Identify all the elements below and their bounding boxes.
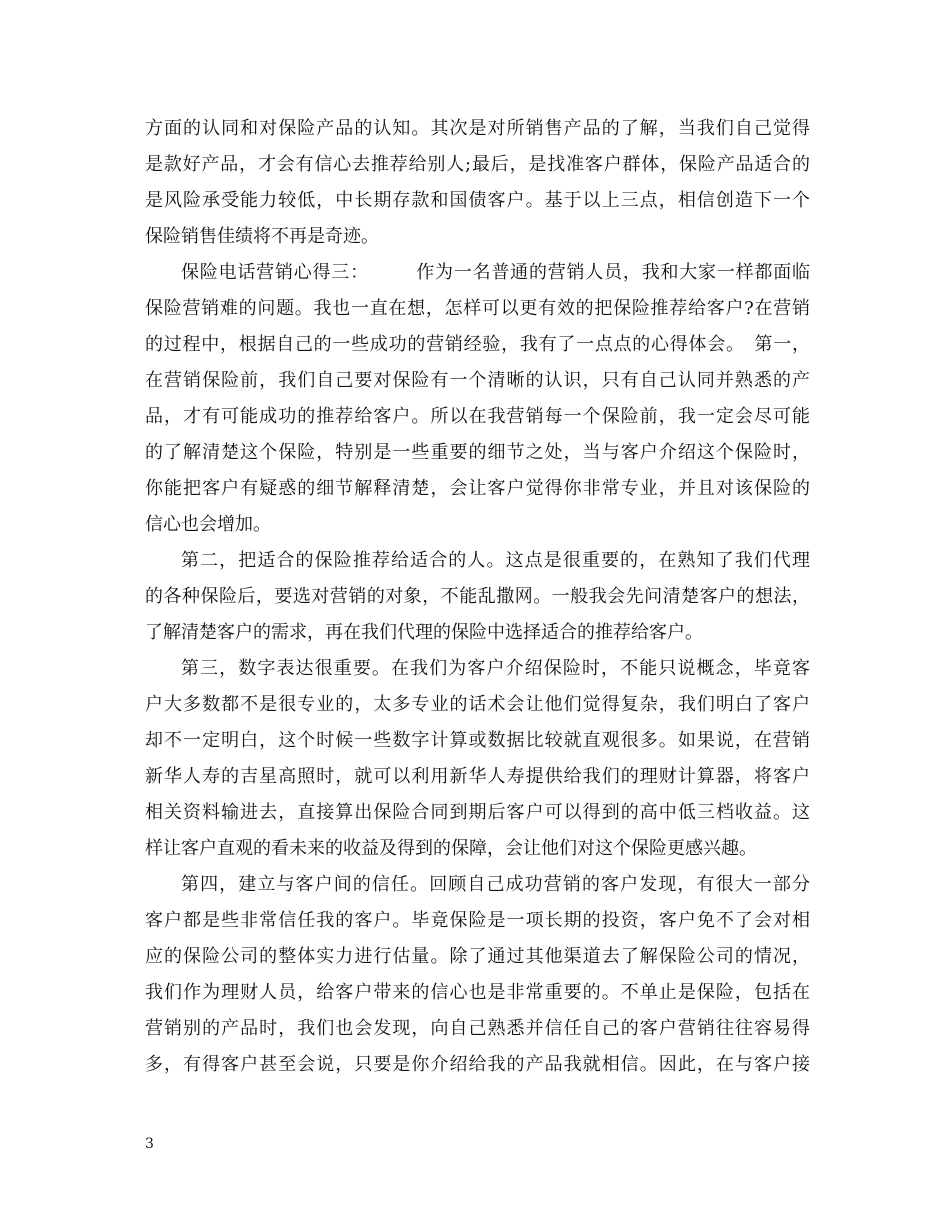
text-line: 了解清楚客户的需求，再在我们代理的保险中选择适合的推荐给客户。 (145, 622, 703, 643)
text-line: 你能把客户有疑惑的细节解释清楚，会让客户觉得你非常专业，并且对该保险的 (145, 478, 810, 499)
text-line: 的了解清楚这个保险，特别是一些重要的细节之处，当与客户介绍这个保险时， (145, 442, 810, 463)
text-line: 客户都是些非常信任我的客户。毕竟保险是一项长期的投资，客户免不了会对相 (145, 910, 810, 931)
text-line: 信心也会增加。 (145, 514, 271, 535)
text-line: 户大多数都不是很专业的，太多专业的话术会让他们觉得复杂，我们明白了客户 (145, 694, 810, 715)
text-line: 应的保险公司的整体实力进行估量。除了通过其他渠道去了解保险公司的情况， (145, 946, 810, 967)
text-line: 是风险承受能力较低，中长期存款和国债客户。基于以上三点，相信创造下一个 (145, 190, 810, 211)
text-line: 的过程中，根据自己的一些成功的营销经验，我有了一点点的心得体会。 第一， (145, 334, 810, 355)
text-line: 我们作为理财人员，给客户带来的信心也是非常重要的。不单止是保险，包括在 (145, 982, 810, 1003)
text-line: 却不一定明白，这个时候一些数字计算或数据比较就直观很多。如果说，在营销 (145, 730, 810, 751)
text-line: 第二，把适合的保险推荐给适合的人。这点是很重要的，在熟知了我们代理 (181, 550, 810, 571)
text-line: 多，有得客户甚至会说，只要是你介绍给我的产品我就相信。因此，在与客户接 (145, 1054, 810, 1075)
text-line: 在营销保险前，我们自己要对保险有一个清晰的认识，只有自己认同并熟悉的产 (145, 370, 810, 391)
text-line: 是款好产品，才会有信心去推荐给别人;最后，是找准客户群体，保险产品适合的 (145, 154, 810, 175)
text-line: 样让客户直观的看未来的收益及得到的保障，会让他们对这个保险更感兴趣。 (145, 838, 757, 859)
text-line: 相关资料输进去，直接算出保险合同到期后客户可以得到的高中低三档收益。这 (145, 802, 810, 823)
page-number: 3 (145, 1136, 154, 1152)
text-line: 新华人寿的吉星高照时，就可以利用新华人寿提供给我们的理财计算器，将客户 (145, 766, 810, 787)
text-line: 第三，数字表达很重要。在我们为客户介绍保险时，不能只说概念，毕竟客 (181, 658, 810, 679)
text-line: 品，才有可能成功的推荐给客户。所以在我营销每一个保险前，我一定会尽可能 (145, 406, 810, 427)
text-line: 保险销售佳绩将不再是奇迹。 (145, 226, 379, 247)
text-line: 的各种保险后，要选对营销的对象，不能乱撒网。一般我会先问清楚客户的想法， (145, 586, 810, 607)
text-line: 方面的认同和对保险产品的认知。其次是对所销售产品的了解，当我们自己觉得 (145, 118, 810, 139)
text-line: 保险电话营销心得三： 作为一名普通的营销人员，我和大家一样都面临 (181, 262, 810, 283)
text-line: 保险营销难的问题。我也一直在想，怎样可以更有效的把保险推荐给客户?在营销 (145, 298, 810, 319)
text-line: 营销别的产品时，我们也会发现，向自己熟悉并信任自己的客户营销往往容易得 (145, 1018, 810, 1039)
text-line: 第四，建立与客户间的信任。回顾自己成功营销的客户发现，有很大一部分 (181, 874, 810, 895)
